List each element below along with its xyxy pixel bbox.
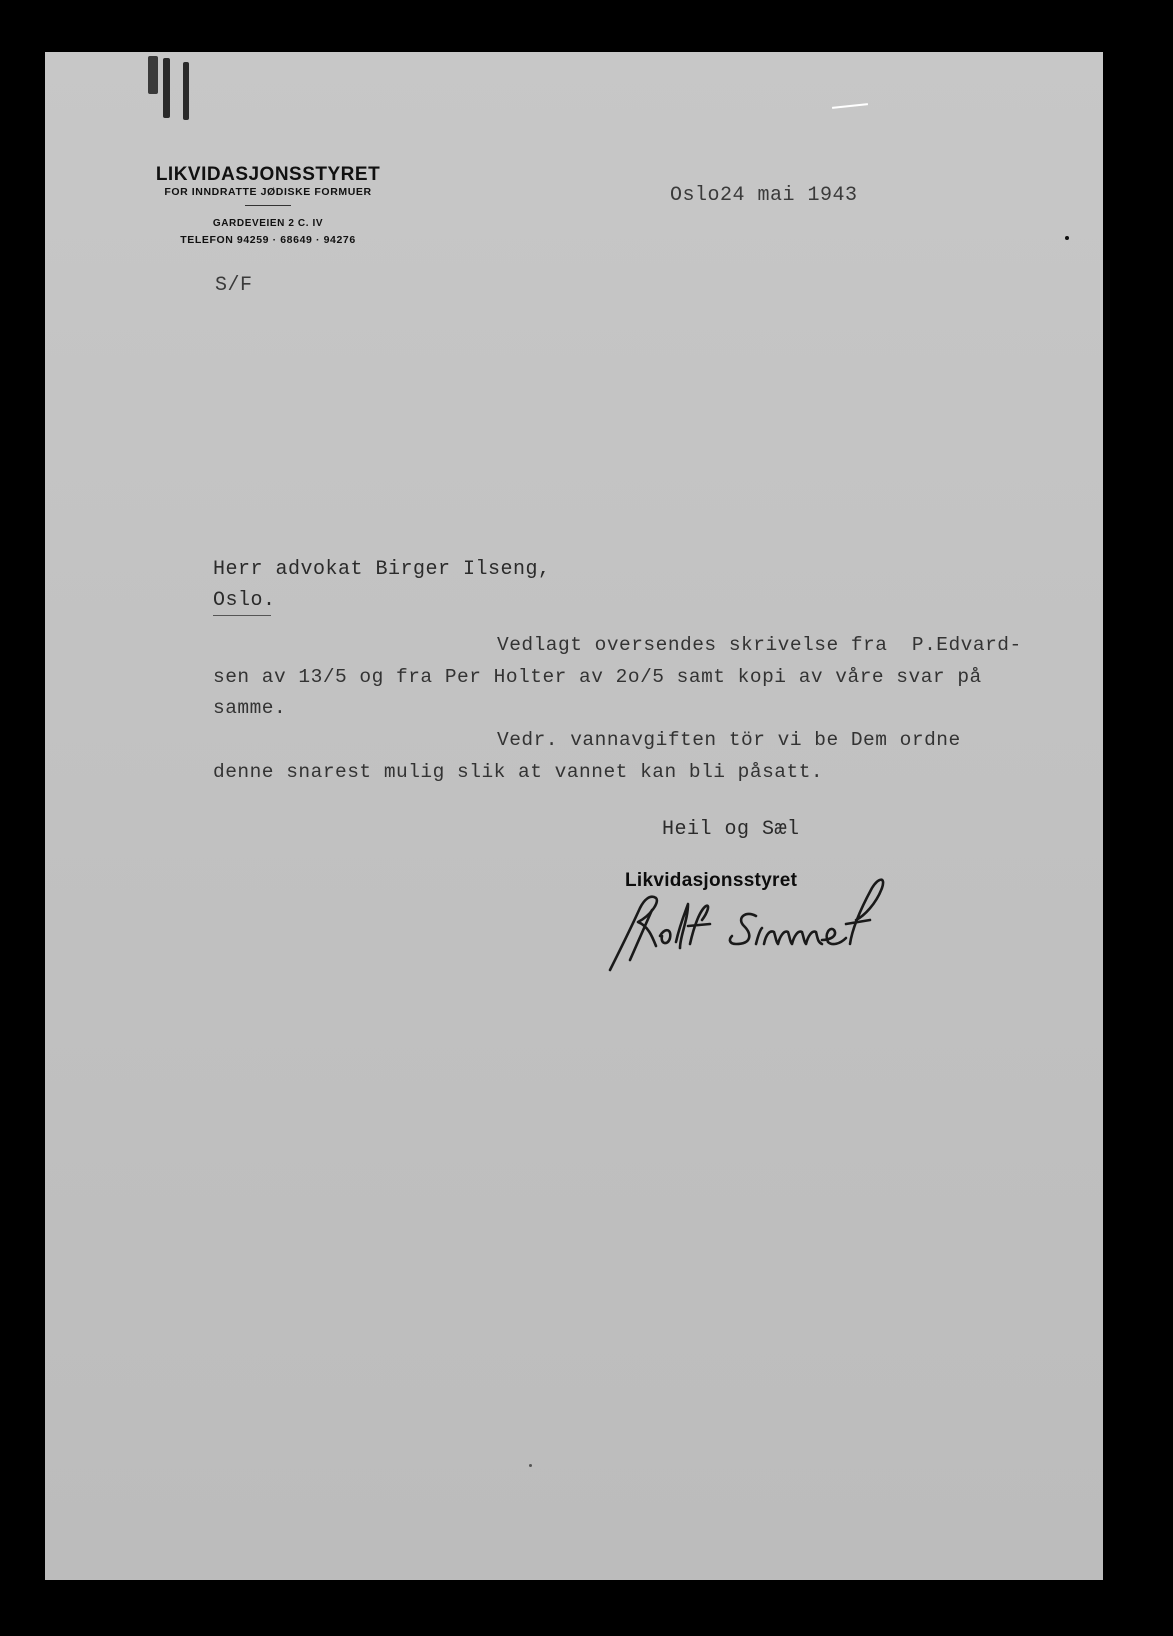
organization-stamp: Likvidasjonsstyret [625, 870, 798, 891]
paper-speck [529, 1464, 532, 1467]
letterhead-subtitle: FOR INNDRATTE JØDISKE FORMUER [164, 186, 372, 198]
letterhead-divider [245, 205, 291, 206]
pencil-stroke [832, 103, 868, 109]
clip-mark [183, 62, 189, 120]
clip-mark [163, 58, 170, 118]
document-page [45, 52, 1103, 1580]
body-line: samme. [213, 697, 287, 719]
city-underline [213, 615, 271, 616]
clip-mark [148, 56, 158, 94]
letterhead-organization: LIKVIDASJONSSTYRET [155, 164, 381, 185]
body-line: Vedlagt oversendes skrivelse fra P.Edvard- [497, 634, 1022, 656]
reference-code: S/F [215, 274, 253, 297]
body-line: sen av 13/5 og fra Per Holter av 2o/5 samt kopi av våre svar på [213, 666, 982, 688]
letterhead-address: GARDEVEIEN 2 C. IV [212, 218, 324, 229]
edge-speck [1065, 236, 1069, 240]
closing-salutation: Heil og Sæl [662, 818, 800, 841]
recipient-name: Herr advokat Birger Ilseng, [213, 558, 551, 581]
date-line: Oslo24 mai 1943 [670, 184, 858, 207]
body-line: Vedr. vannavgiften tör vi be Dem ordne [497, 729, 961, 751]
letterhead-telephone: TELEFON 94259 · 68649 · 94276 [180, 234, 356, 246]
recipient-city: Oslo. [213, 589, 276, 612]
body-line: denne snarest mulig slik at vannet kan bli påsatt. [213, 761, 824, 783]
